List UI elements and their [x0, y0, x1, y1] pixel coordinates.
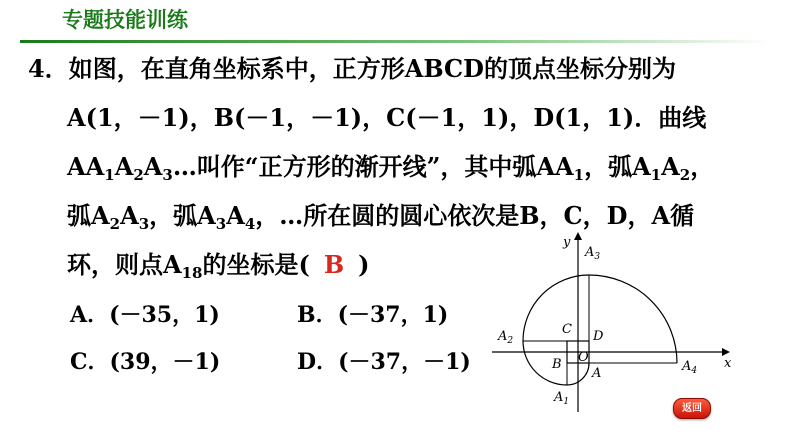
x-axis-label: x: [724, 356, 732, 371]
question-line-3: $AA_1A_2A_3\dots$叫作“正方形的渐开线”，其中弧$AA_1$，弧$A_1A_2$，: [67, 152, 715, 184]
involute-figure: [484, 228, 740, 414]
point-d-label: D: [593, 329, 604, 344]
question-number: 4．: [28, 54, 69, 83]
y-axis-arrow: [574, 232, 582, 240]
point-b-label: B: [552, 357, 562, 372]
origin-label: O: [578, 350, 589, 365]
point-a1-label: $A_1$: [554, 390, 570, 407]
point-c-label: C: [562, 322, 572, 337]
question-line-5: 环，则点$A_{18}$的坐标是( B ): [67, 250, 370, 282]
header-divider: [20, 40, 770, 43]
question-line-1: 4．如图，在直角坐标系中，正方形ABCD的顶点坐标分别为: [28, 54, 676, 83]
point-a4-label: $A_4$: [682, 359, 698, 376]
question-line-2: A(1，－1)，B(－1，－1)，C(－1，1)，D(1，1)．曲线: [67, 103, 707, 132]
point-a2-label: $A_2$: [498, 329, 514, 346]
point-a3-label: $A_3$: [585, 245, 601, 262]
option-b[interactable]: B．(－37，1): [297, 302, 449, 328]
answer-text: B: [323, 250, 345, 279]
back-button[interactable]: 返回: [673, 398, 711, 419]
arc-a3-a4: [589, 275, 677, 363]
option-d[interactable]: D．(－37，－1): [297, 349, 471, 375]
option-c[interactable]: C．(39，－1): [70, 349, 221, 375]
y-axis-label: y: [563, 235, 571, 250]
section-title: 专题技能训练: [62, 8, 188, 32]
question-line-4: 弧$A_2A_3$，弧$A_3A_4$，…所在圆的圆心依次是B，C，D，A循: [67, 201, 695, 233]
option-a[interactable]: A．(－35，1): [70, 302, 220, 328]
point-a-label: A: [592, 366, 602, 381]
x-axis-arrow: [722, 348, 730, 356]
arc-a2-a3: [523, 275, 589, 341]
